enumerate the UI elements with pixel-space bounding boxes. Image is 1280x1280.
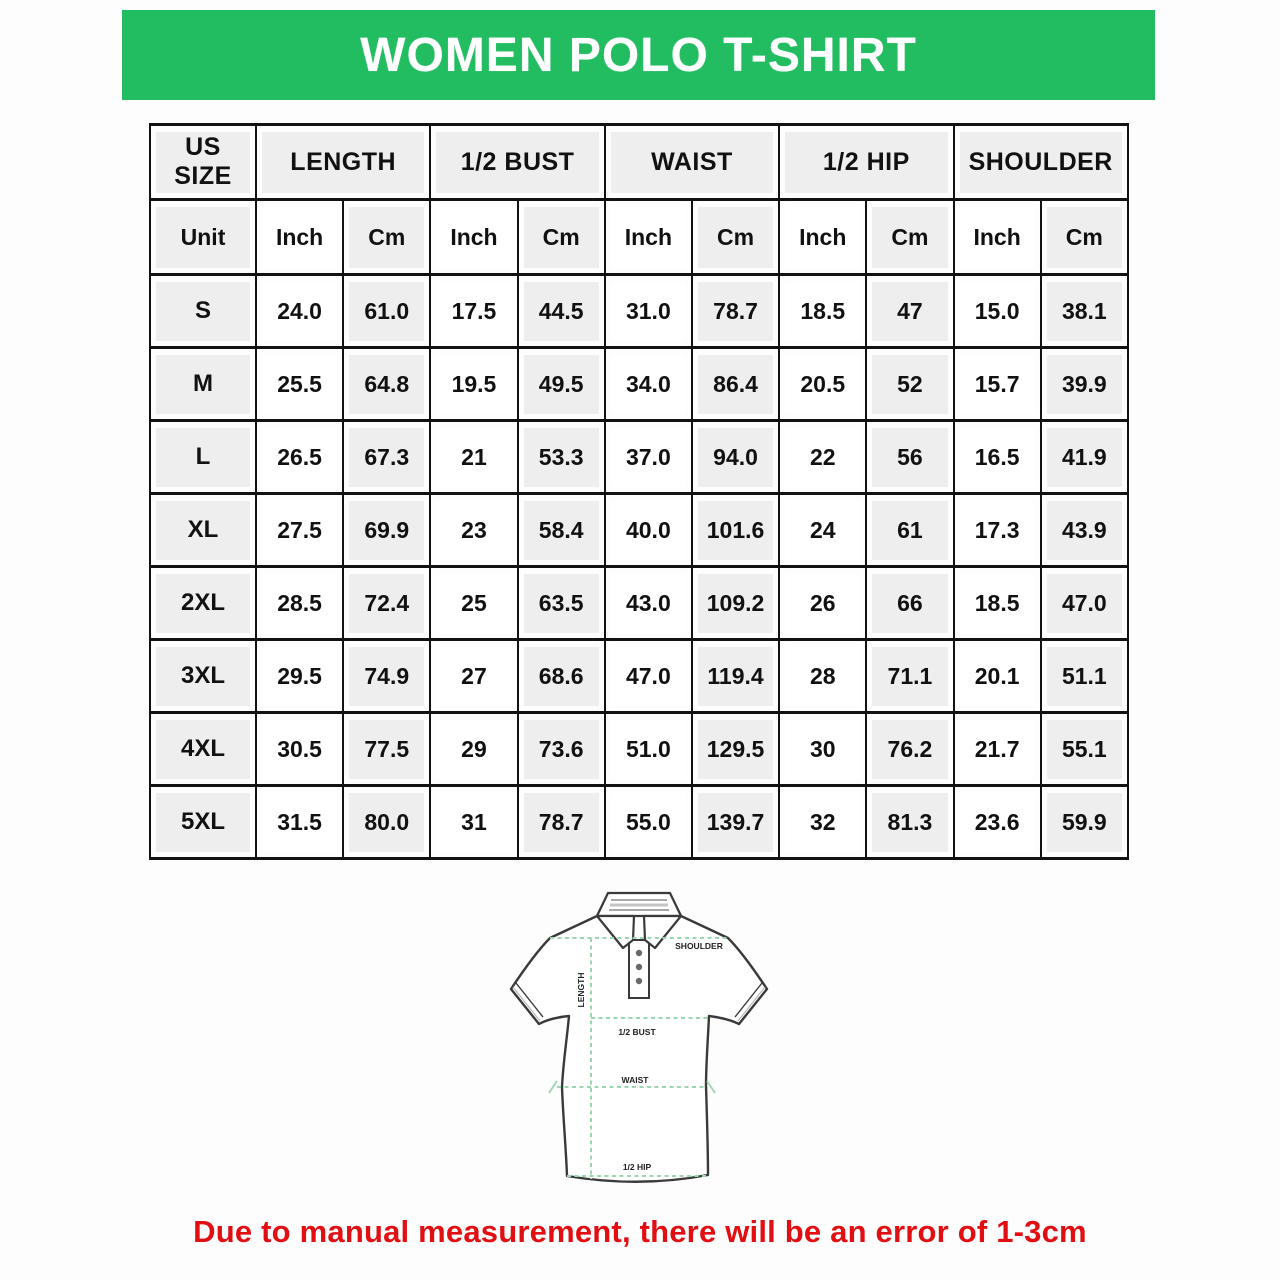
unit-cell: Cm: [1041, 200, 1128, 275]
measurement-cell: 43.9: [1041, 494, 1128, 567]
size-name-cell: L: [150, 421, 256, 494]
title-banner: [122, 10, 1155, 100]
measurement-cell: 77.5: [343, 713, 430, 786]
waist-label: WAIST: [621, 1075, 649, 1085]
measurement-cell: 49.5: [518, 348, 605, 421]
measurement-cell: 51.1: [1041, 640, 1128, 713]
measurement-cell: 18.5: [954, 567, 1041, 640]
col-group-length: LENGTH: [256, 125, 430, 200]
column-group-header-row: [150, 125, 1128, 200]
measurement-cell: 39.9: [1041, 348, 1128, 421]
size-row-4xl: [150, 713, 1128, 786]
measurement-cell: 17.5: [430, 275, 517, 348]
measurement-cell: 22: [779, 421, 866, 494]
col-group-us-size: US SIZE: [150, 125, 256, 200]
measurement-cell: 109.2: [692, 567, 779, 640]
unit-cell: Inch: [605, 200, 692, 275]
col-group-1-2-hip: 1/2 HIP: [779, 125, 953, 200]
measurement-cell: 20.1: [954, 640, 1041, 713]
page-title: WOMEN POLO T-SHIRT: [360, 28, 917, 82]
measurement-cell: 51.0: [605, 713, 692, 786]
size-row-3xl: [150, 640, 1128, 713]
measurement-cell: 53.3: [518, 421, 605, 494]
unit-cell: Cm: [866, 200, 953, 275]
measurement-cell: 119.4: [692, 640, 779, 713]
size-chart-table-wrap: [149, 123, 1129, 860]
unit-cell: Cm: [343, 200, 430, 275]
measurement-cell: 26: [779, 567, 866, 640]
measurement-cell: 47: [866, 275, 953, 348]
hip-label: 1/2 HIP: [622, 1162, 652, 1172]
unit-cell: Cm: [518, 200, 605, 275]
size-name-cell: 5XL: [150, 786, 256, 859]
waist-right-tick: [707, 1081, 715, 1093]
measurement-cell: 25.5: [256, 348, 343, 421]
measurement-cell: 29: [430, 713, 517, 786]
measurement-cell: 31: [430, 786, 517, 859]
measurement-cell: 61: [866, 494, 953, 567]
measurement-cell: 18.5: [779, 275, 866, 348]
unit-label-cell: Unit: [150, 200, 256, 275]
measurement-cell: 66: [866, 567, 953, 640]
unit-cell: Inch: [430, 200, 517, 275]
measurement-cell: 78.7: [692, 275, 779, 348]
measurement-cell: 47.0: [605, 640, 692, 713]
measurement-cell: 43.0: [605, 567, 692, 640]
size-name-cell: 2XL: [150, 567, 256, 640]
size-chart-table: [149, 123, 1129, 860]
measurement-cell: 67.3: [343, 421, 430, 494]
measurement-cell: 30.5: [256, 713, 343, 786]
shoulder-label: SHOULDER: [675, 941, 723, 951]
measurement-cell: 17.3: [954, 494, 1041, 567]
measurement-cell: 52: [866, 348, 953, 421]
measurement-cell: 16.5: [954, 421, 1041, 494]
measurement-cell: 86.4: [692, 348, 779, 421]
measurement-cell: 27: [430, 640, 517, 713]
measurement-cell: 19.5: [430, 348, 517, 421]
size-row-5xl: [150, 786, 1128, 859]
measurement-cell: 81.3: [866, 786, 953, 859]
size-row-s: [150, 275, 1128, 348]
measurement-cell: 59.9: [1041, 786, 1128, 859]
measurement-cell: 15.0: [954, 275, 1041, 348]
measurement-cell: 15.7: [954, 348, 1041, 421]
measurement-disclaimer: Due to manual measurement, there will be an error of 1-3cm: [193, 1214, 1087, 1249]
unit-cell: Inch: [779, 200, 866, 275]
measurement-cell: 47.0: [1041, 567, 1128, 640]
measurement-cell: 28: [779, 640, 866, 713]
measurement-cell: 34.0: [605, 348, 692, 421]
size-row-m: [150, 348, 1128, 421]
measurement-cell: 23.6: [954, 786, 1041, 859]
measurement-cell: 58.4: [518, 494, 605, 567]
measurement-cell: 55.0: [605, 786, 692, 859]
measurement-cell: 23: [430, 494, 517, 567]
measurement-cell: 32: [779, 786, 866, 859]
bust-label: 1/2 BUST: [618, 1027, 656, 1037]
measurement-cell: 37.0: [605, 421, 692, 494]
polo-shirt-diagram: [487, 886, 807, 1200]
measurement-cell: 139.7: [692, 786, 779, 859]
measurement-cell: 78.7: [518, 786, 605, 859]
measurement-cell: 21.7: [954, 713, 1041, 786]
measurement-cell: 29.5: [256, 640, 343, 713]
button-2: [636, 964, 642, 970]
measurement-cell: 28.5: [256, 567, 343, 640]
measurement-cell: 44.5: [518, 275, 605, 348]
measurement-cell: 24.0: [256, 275, 343, 348]
measurement-cell: 31.5: [256, 786, 343, 859]
size-name-cell: 4XL: [150, 713, 256, 786]
size-name-cell: 3XL: [150, 640, 256, 713]
measurement-cell: 40.0: [605, 494, 692, 567]
waist-left-tick: [549, 1081, 557, 1093]
unit-cell: Inch: [954, 200, 1041, 275]
measurement-cell: 101.6: [692, 494, 779, 567]
measurement-cell: 30: [779, 713, 866, 786]
length-label: LENGTH: [576, 972, 586, 1008]
shirt-body-outline: [511, 894, 767, 1182]
measurement-cell: 80.0: [343, 786, 430, 859]
unit-cell: Inch: [256, 200, 343, 275]
measurement-cell: 63.5: [518, 567, 605, 640]
measurement-cell: 76.2: [866, 713, 953, 786]
col-group-1-2-bust: 1/2 BUST: [430, 125, 604, 200]
col-group-waist: WAIST: [605, 125, 779, 200]
measurement-cell: 74.9: [343, 640, 430, 713]
measurement-cell: 41.9: [1041, 421, 1128, 494]
measurement-cell: 21: [430, 421, 517, 494]
size-row-l: [150, 421, 1128, 494]
measurement-cell: 72.4: [343, 567, 430, 640]
measurement-cell: 129.5: [692, 713, 779, 786]
measurement-cell: 26.5: [256, 421, 343, 494]
measurement-cell: 25: [430, 567, 517, 640]
measurement-cell: 69.9: [343, 494, 430, 567]
measurement-cell: 27.5: [256, 494, 343, 567]
measurement-cell: 20.5: [779, 348, 866, 421]
measurement-cell: 38.1: [1041, 275, 1128, 348]
button-3: [636, 978, 642, 984]
unit-header-row: [150, 200, 1128, 275]
measurement-cell: 56: [866, 421, 953, 494]
measurement-cell: 31.0: [605, 275, 692, 348]
size-row-2xl: [150, 567, 1128, 640]
col-group-shoulder: SHOULDER: [954, 125, 1128, 200]
measurement-cell: 94.0: [692, 421, 779, 494]
measurement-cell: 61.0: [343, 275, 430, 348]
measurement-cell: 24: [779, 494, 866, 567]
size-name-cell: S: [150, 275, 256, 348]
measurement-cell: 68.6: [518, 640, 605, 713]
measurement-cell: 71.1: [866, 640, 953, 713]
measurement-cell: 73.6: [518, 713, 605, 786]
size-name-cell: M: [150, 348, 256, 421]
size-name-cell: XL: [150, 494, 256, 567]
button-1: [636, 950, 642, 956]
polo-shirt-illustration: [487, 886, 807, 1200]
size-rows-body: [150, 275, 1128, 859]
size-row-xl: [150, 494, 1128, 567]
measurement-cell: 55.1: [1041, 713, 1128, 786]
measurement-cell: 64.8: [343, 348, 430, 421]
unit-cell: Cm: [692, 200, 779, 275]
